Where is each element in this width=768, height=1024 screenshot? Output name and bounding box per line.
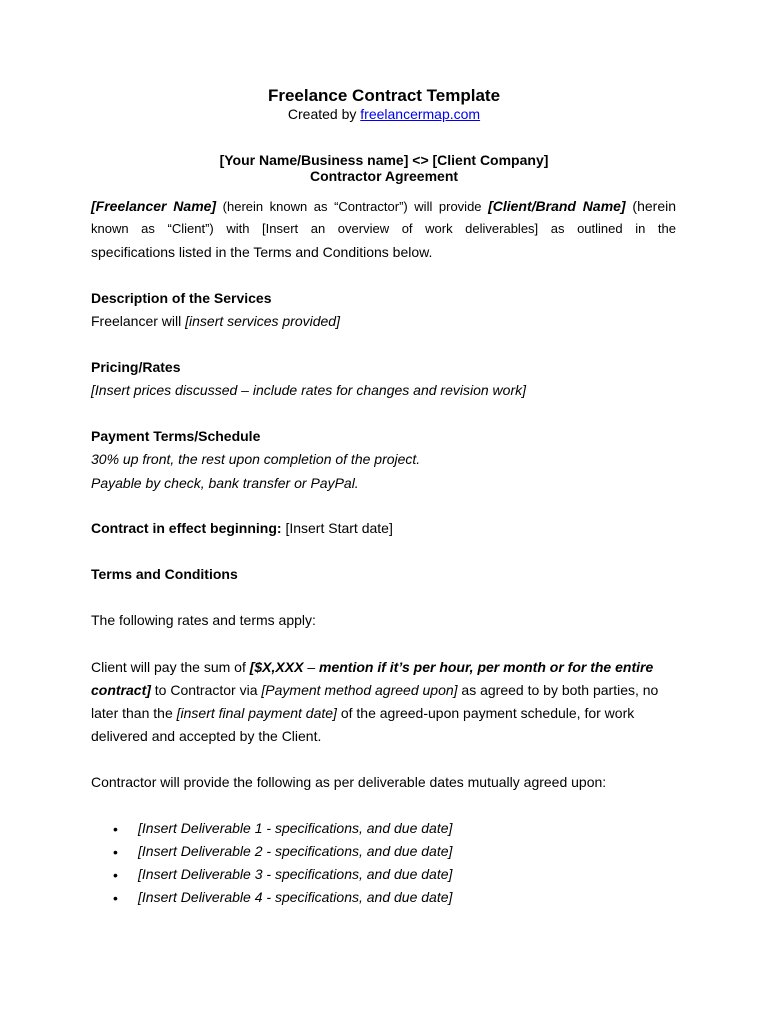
client-name-placeholder: [Client/Brand Name] [488, 198, 626, 214]
bullet-glyph: • [113, 890, 118, 906]
clause-schedule-text: of the agreed-upon payment schedule, for work [336, 705, 635, 721]
payment-line-2: Payable by check, bank transfer or PayPal. [91, 475, 359, 491]
intro-line-2: known as “Client”) with [Insert an overview of work deliverables] as outlined in the [91, 221, 676, 236]
pricing-placeholder: [Insert prices discussed – include rates for changes and revision work] [91, 382, 526, 398]
terms-apply-text: The following rates and terms apply: [91, 612, 316, 628]
payment-clause-line-4: delivered and accepted by the Client. [91, 728, 322, 744]
payment-heading: Payment Terms/Schedule [91, 428, 261, 444]
agreement-heading: Contractor Agreement [309, 168, 459, 184]
clause-agreed-text: as agreed to by both parties, no [457, 682, 659, 698]
bullet-glyph: • [113, 844, 118, 860]
clause-later-text: later than the [91, 705, 177, 721]
list-item: [Insert Deliverable 3 - specifications, and due date] [138, 866, 453, 882]
clause-dash: – [303, 659, 320, 675]
created-by-line [0, 106, 768, 122]
services-placeholder: [insert services provided] [185, 313, 340, 329]
intro-line-3: specifications listed in the Terms and Conditions below. [91, 244, 433, 260]
intro-contractor-text: (herein known as “Contractor”) will provide [216, 199, 489, 214]
effective-date-placeholder: [Insert Start date] [281, 520, 393, 536]
clause-mention-note: mention if it’s per hour, per month or for the entire [319, 659, 654, 675]
intro-herein-text: (herein [625, 198, 676, 214]
clause-sum-placeholder: [$X,XXX [249, 659, 304, 675]
freelancer-name-placeholder: [Freelancer Name] [91, 198, 217, 214]
created-by-prefix: Created by [287, 106, 361, 122]
clause-sum-prefix: Client will pay the sum of [91, 659, 250, 675]
list-item: [Insert Deliverable 4 - specifications, and due date] [138, 889, 453, 905]
terms-heading: Terms and Conditions [91, 566, 238, 582]
services-heading: Description of the Services [91, 290, 272, 306]
pricing-heading: Pricing/Rates [91, 359, 181, 375]
clause-method-placeholder: [Payment method agreed upon] [261, 682, 458, 698]
payment-clause-line-3 [91, 704, 676, 722]
services-line [91, 312, 676, 330]
effective-date-label: Contract in effect beginning: [91, 520, 282, 536]
services-prefix: Freelancer will [91, 313, 186, 329]
clause-contract-note: contract] [91, 682, 151, 698]
list-item: [Insert Deliverable 2 - specifications, and due date] [138, 843, 453, 859]
payment-clause-line-2 [91, 681, 676, 699]
list-item: [Insert Deliverable 1 - specifications, and due date] [138, 820, 453, 836]
clause-via-text: to Contractor via [150, 682, 262, 698]
bullet-glyph: • [113, 867, 118, 883]
payment-clause-line-1 [91, 658, 676, 676]
deliverables-intro: Contractor will provide the following as per deliverable dates mutually agreed upon: [91, 774, 607, 790]
payment-line-1: 30% up front, the rest upon completion of the project. [91, 451, 421, 467]
intro-line-1 [91, 197, 676, 216]
bullet-glyph: • [113, 821, 118, 837]
effective-date-line [91, 519, 676, 537]
clause-final-date-placeholder: [insert final payment date] [176, 705, 337, 721]
parties-heading: [Your Name/Business name] <> [Client Company] [219, 152, 549, 168]
freelancermap-link[interactable]: freelancermap.com [360, 106, 481, 122]
document-title: Freelance Contract Template [267, 86, 501, 105]
